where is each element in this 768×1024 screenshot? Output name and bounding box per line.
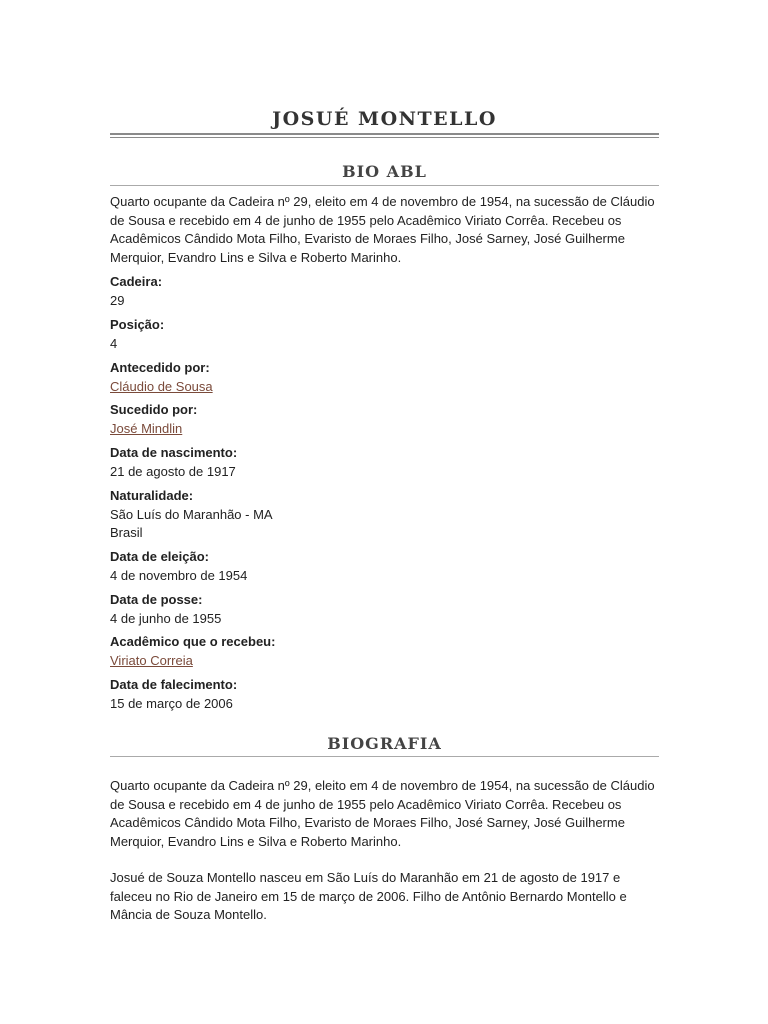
biografia-rule bbox=[110, 756, 659, 757]
field-value: 29 bbox=[110, 292, 125, 308]
field-value: 21 de agosto de 1917 bbox=[110, 463, 236, 479]
bio-abl-heading: BIO ABL bbox=[342, 162, 427, 181]
field-value: Brasil bbox=[110, 525, 143, 540]
biografia-heading: BIOGRAFIA bbox=[327, 734, 442, 753]
bio-summary: Quarto ocupante da Cadeira nº 29, eleito em 4 de novembro de 1954, na sucessão de Cláudio de Sousa e recebido em 4 de junho de 1955 pelo Acadêmico Viriato Corrêa. Recebeu os Acadêmicos Cândido Mota Filho, Evaristo de Moraes Filho, José Sarney, José Guilherme Merquior, Evandro Lins e Silva e Roberto Marinho. bbox=[110, 194, 655, 265]
field-naturalidade bbox=[110, 487, 659, 543]
antecedido-link[interactable]: Cláudio de Sousa bbox=[110, 378, 213, 394]
recebeu-link[interactable]: Viriato Correia bbox=[110, 652, 193, 668]
field-label: Data de eleição: bbox=[110, 549, 209, 564]
field-nascimento bbox=[110, 444, 659, 481]
field-sucedido bbox=[110, 401, 659, 438]
field-antecedido bbox=[110, 359, 659, 396]
field-eleicao bbox=[110, 548, 659, 585]
field-recebeu bbox=[110, 633, 659, 670]
field-label: Cadeira: bbox=[110, 274, 163, 289]
field-posicao bbox=[110, 316, 659, 353]
field-label: Data de posse: bbox=[110, 592, 203, 607]
bio-abl-rule bbox=[110, 185, 659, 186]
field-value: 4 bbox=[110, 335, 118, 351]
field-value: 15 de março de 2006 bbox=[110, 695, 233, 711]
field-falecimento bbox=[110, 676, 659, 713]
title-rule-thin bbox=[110, 137, 659, 138]
field-label: Naturalidade: bbox=[110, 488, 194, 503]
field-label: Antecedido por: bbox=[110, 360, 210, 375]
page-title: JOSUÉ MONTELLO bbox=[272, 108, 497, 130]
field-cadeira bbox=[110, 273, 659, 310]
field-label: Posição: bbox=[110, 317, 165, 332]
sucedido-link[interactable]: José Mindlin bbox=[110, 420, 183, 436]
field-value: 4 de novembro de 1954 bbox=[110, 567, 248, 583]
title-rule-thick bbox=[110, 133, 659, 135]
field-label: Data de nascimento: bbox=[110, 445, 238, 460]
field-value: São Luís do Maranhão - MA bbox=[110, 506, 273, 522]
field-posse bbox=[110, 591, 659, 628]
field-label: Acadêmico que o recebeu: bbox=[110, 634, 276, 649]
field-label: Data de falecimento: bbox=[110, 677, 238, 692]
biografia-paragraph-1: Quarto ocupante da Cadeira nº 29, eleito em 4 de novembro de 1954, na sucessão de Cláudio de Sousa e recebido em 4 de junho de 1955 pelo Acadêmico Viriato Corrêa. Recebeu os Acadêmicos Cândido Mota Filho, Evaristo de Moraes Filho, José Sarney, José Guilherme Merquior, Evandro Lins e Silva e Roberto Marinho. bbox=[110, 778, 655, 849]
biografia-paragraph-2: Josué de Souza Montello nasceu em São Luís do Maranhão em 21 de agosto de 1917 e faleceu no Rio de Janeiro em 15 de março de 2006. Filho de Antônio Bernardo Montello e Mância de Souza Montello. bbox=[110, 870, 627, 922]
field-value: 4 de junho de 1955 bbox=[110, 610, 222, 626]
field-label: Sucedido por: bbox=[110, 402, 198, 417]
